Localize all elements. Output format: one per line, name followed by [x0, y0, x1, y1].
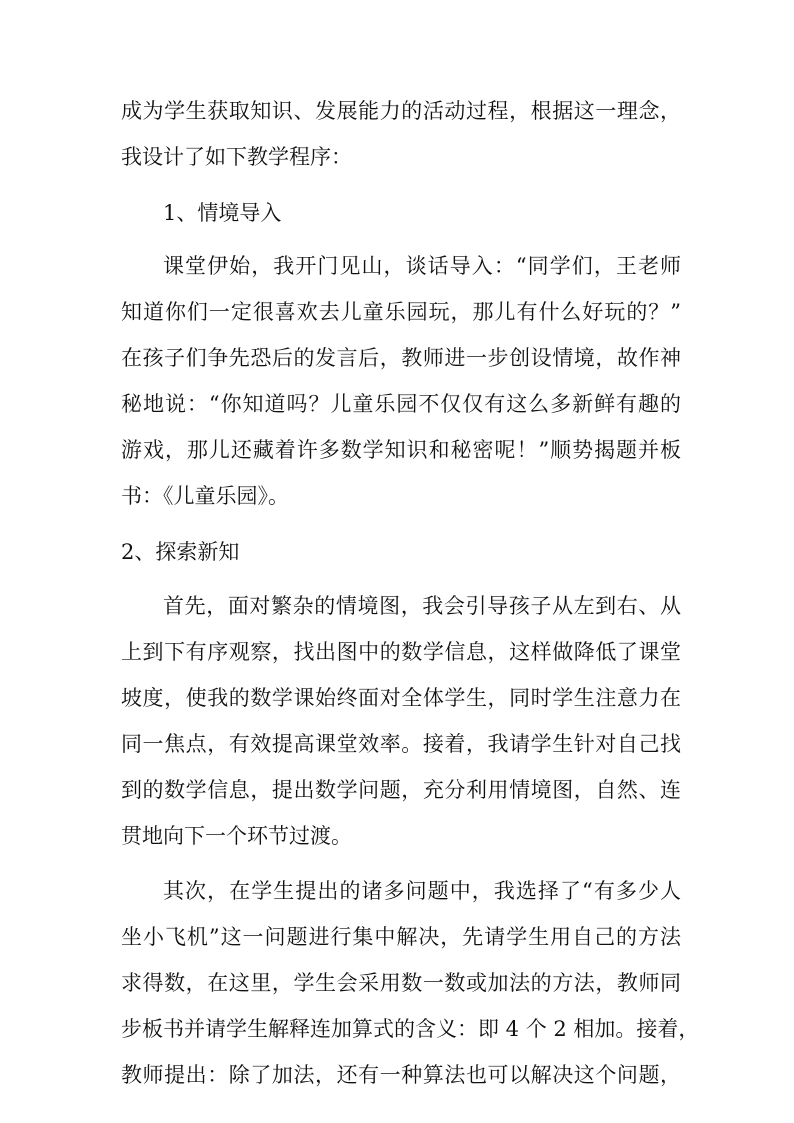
paragraph-line: 上到下有序观察，找出图中的数学信息，这样做降低了课堂: [121, 640, 681, 664]
paragraph-line: 知道你们一定很喜欢去儿童乐园玩，那儿有什么好玩的？”: [121, 300, 681, 324]
paragraph-line: 其次，在学生提出的诸多问题中，我选择了“有多少人: [163, 879, 681, 903]
paragraph-line: 到的数学信息，提出数学问题，充分利用情境图，自然、连: [121, 778, 681, 802]
paragraph-line: 首先，面对繁杂的情境图，我会引导孩子从左到右、从: [163, 594, 681, 618]
paragraph-line: 坐小飞机”这一问题进行集中解决，先请学生用自己的方法: [121, 925, 681, 949]
paragraph-line: 我设计了如下教学程序：: [121, 145, 352, 169]
paragraph-line: 课堂伊始，我开门见山，谈话导入：“同学们，王老师: [163, 254, 681, 278]
paragraph-line: 在孩子们争先恐后的发言后，教师进一步创设情境，故作神: [121, 346, 681, 370]
paragraph-line: 求得数，在这里，学生会采用数一数或加法的方法，教师同: [121, 971, 681, 995]
section-heading: 2、探索新知: [121, 540, 240, 564]
paragraph-line: 秘地说：“你知道吗？儿童乐园不仅仅有这么多新鲜有趣的: [121, 392, 681, 416]
paragraph-line: 教师提出：除了加法，还有一种算法也可以解决这个问题，: [121, 1063, 681, 1087]
paragraph-line: 步板书并请学生解释连加算式的含义：即 4 个 2 相加。接着，: [121, 1017, 700, 1041]
paragraph-line: 同一焦点，有效提高课堂效率。接着，我请学生针对自己找: [121, 732, 681, 756]
paragraph-line: 书：《儿童乐园》。: [121, 484, 289, 508]
paragraph-line: 坡度，使我的数学课始终面对全体学生，同时学生注意力在: [121, 686, 681, 710]
paragraph-line: 成为学生获取知识、发展能力的活动过程，根据这一理念，: [121, 99, 681, 123]
paragraph-line: 贯地向下一个环节过渡。: [121, 824, 352, 848]
section-heading: 1、情境导入: [163, 201, 282, 225]
paragraph-line: 游戏，那儿还藏着许多数学知识和秘密呢！”顺势揭题并板: [121, 438, 681, 462]
